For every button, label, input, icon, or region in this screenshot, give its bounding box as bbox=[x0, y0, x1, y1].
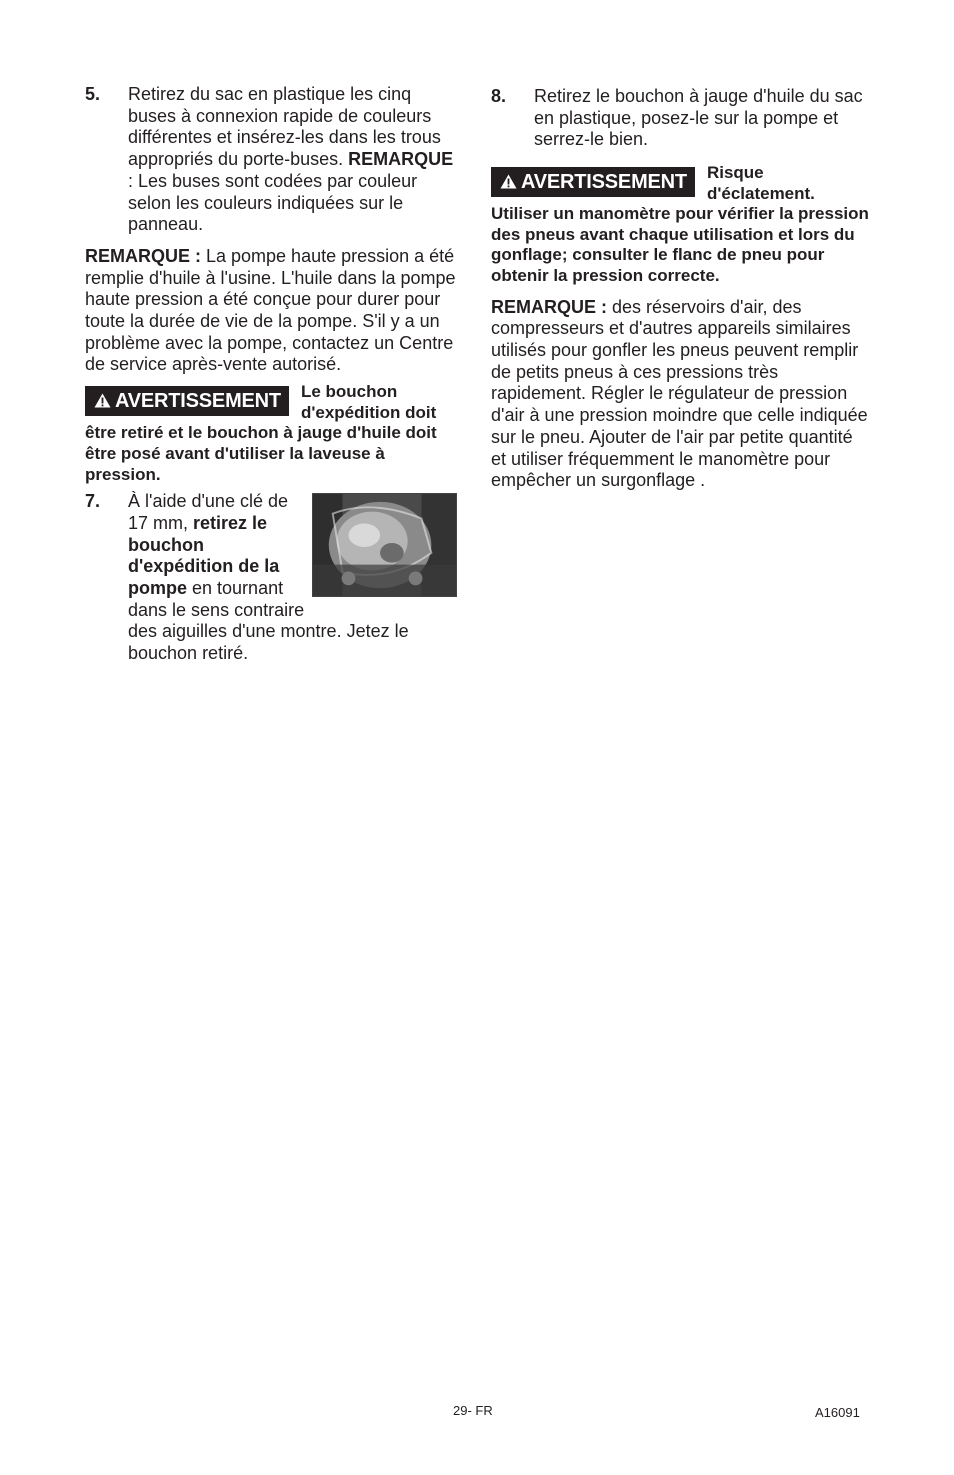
pump-oil-note bbox=[85, 246, 457, 376]
step-text bbox=[128, 84, 457, 236]
pump-shipping-plug-photo bbox=[312, 493, 457, 597]
step-8 bbox=[491, 86, 869, 151]
step-text-part: : Les buses sont codées par couleur selon les couleurs indiquées sur le panneau. bbox=[128, 170, 418, 235]
step-7 bbox=[85, 491, 457, 665]
note-text: La pompe haute pression a été remplie d'huile à l'usine. L'huile dans la pompe haute pression a été conçue pour durer pour toute la durée de vie de la pompe. S'il y a un problème avec la pompe, contactez un Centre de service après-vente autorisé. bbox=[85, 245, 456, 375]
note-label: REMARQUE : bbox=[491, 296, 607, 317]
page-number: 29- FR bbox=[453, 1403, 493, 1418]
document-code: A16091 bbox=[815, 1405, 860, 1420]
warning-badge bbox=[85, 386, 289, 416]
warning-triangle-icon bbox=[500, 174, 517, 189]
right-column bbox=[491, 86, 869, 492]
step-text-part: Retirez du sac en plastique les cinq buses à connexion rapide de couleurs différentes et insérez-les dans les trous appropriés du porte-buses. bbox=[128, 84, 441, 170]
step-number: 8. bbox=[491, 86, 507, 106]
step-text-part: en tournant dans le sens contraire des aiguilles d'une montre. Jetez le bouchon retiré. bbox=[128, 577, 409, 664]
step-text-part: À l'aide d'une clé de 17 mm, bbox=[128, 491, 288, 533]
step-text bbox=[128, 491, 457, 665]
step-number: 5. bbox=[85, 84, 101, 104]
warning-badge-label: AVERTISSEMENT bbox=[521, 171, 687, 194]
step-5 bbox=[85, 84, 457, 236]
warning-badge-label: AVERTISSEMENT bbox=[115, 390, 281, 413]
step-number: 7. bbox=[85, 491, 101, 512]
note-text: des réservoirs d'air, des compresseurs et d'autres appareils similaires utilisés pour gonfler les pneus peuvent remplir de petits pneus à ces pressions très rapidement. Régler le régulateur de pression d'air à une pression moindre que celle indiquée sur le pneu. Ajouter de l'air par petite quantité et utiliser fréquemment le manomètre pour empêcher un surgonflage . bbox=[491, 296, 868, 491]
warning-text: Risque d'éclatement. Utiliser un manomètre pour vérifier la pression des pneus avant chaque utilisation et lors du gonflage; consulter le flanc de pneu pour obtenir la pression correcte. bbox=[491, 163, 869, 286]
note-label: REMARQUE : bbox=[85, 245, 201, 266]
shipping-plug-warning bbox=[85, 382, 457, 485]
left-column bbox=[85, 84, 457, 665]
warning-text: Le bouchon d'expédition doit être retiré et le bouchon à jauge d'huile doit être posé avant d'utiliser la laveuse à pression. bbox=[85, 382, 437, 484]
step-note-label: REMARQUE bbox=[348, 149, 454, 170]
step-text: Retirez le bouchon à jauge d'huile du sac en plastique, posez-le sur la pompe et serrez-le bien. bbox=[534, 86, 863, 150]
tire-inflation-note bbox=[491, 297, 869, 492]
step-bold-instruction: retirez le bouchon d'expédition de la pompe bbox=[128, 512, 280, 598]
burst-risk-warning bbox=[491, 163, 869, 287]
warning-badge bbox=[491, 167, 695, 197]
warning-triangle-icon bbox=[94, 393, 111, 408]
